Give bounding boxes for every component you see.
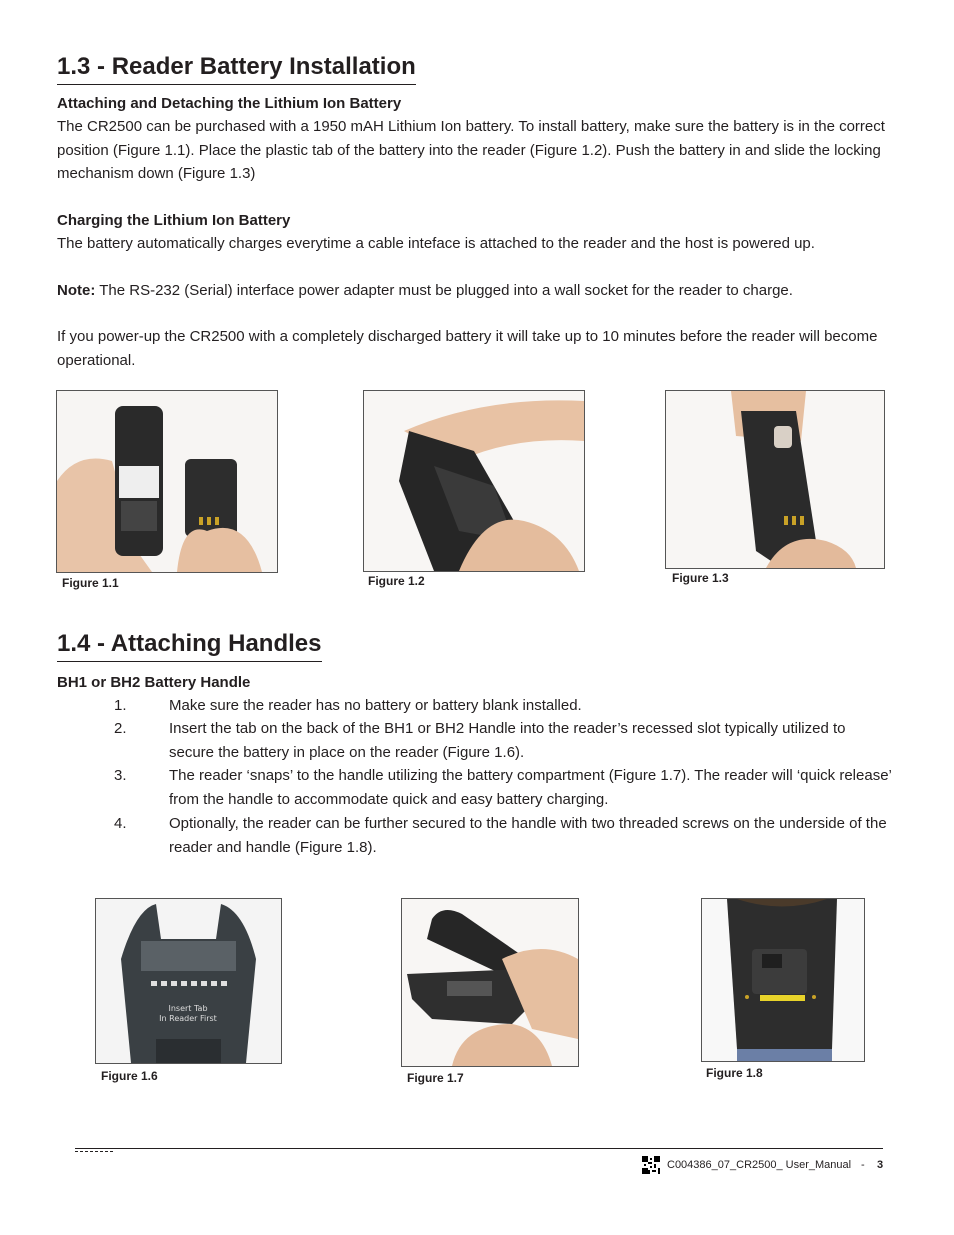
battery-insertion-illustration xyxy=(364,391,584,571)
figure-1-8-caption: Figure 1.8 xyxy=(706,1066,763,1080)
figure-1-6-label-line1: Insert Tab xyxy=(168,1004,208,1013)
section-1-3-title: 1.3 - Reader Battery Installation xyxy=(57,53,416,85)
step-1-number: 1. xyxy=(114,697,127,714)
qr-code-pattern xyxy=(642,1156,660,1174)
page-number: 3 xyxy=(877,1159,884,1171)
power-up-paragraph: If you power-up the CR2500 with a completely discharged battery it will take up to 10 minutes before the reader will become operational. xyxy=(57,328,878,369)
footer-rule xyxy=(75,1148,883,1149)
footer-separator: - xyxy=(861,1159,865,1171)
footer-document-id: C004386_07_CR2500_ User_Manual xyxy=(667,1159,852,1171)
handle-underside-screws-illustration xyxy=(702,899,864,1061)
figure-1-7-image xyxy=(401,898,579,1067)
figure-1-1-image xyxy=(56,390,278,573)
attach-battery-paragraph: The CR2500 can be purchased with a 1950 mAH Lithium Ion battery. To install battery, make sure the battery is in the correct position (Figure 1.1). Place the plastic tab of the battery into the reader (Figure 1.2). Push the battery in and slide the locking mechanism down (Figure 1.3) xyxy=(57,118,885,182)
figure-1-3-image xyxy=(665,390,885,569)
figure-1-2-image xyxy=(363,390,585,572)
footer-dashes xyxy=(75,1151,113,1152)
charge-battery-heading: Charging the Lithium Ion Battery xyxy=(57,212,291,229)
step-3-text: The reader ‘snaps’ to the handle utilizing the battery compartment (Figure 1.7). The reader will ‘quick release’ from the handle to accommodate quick and easy battery charging. xyxy=(169,767,892,808)
step-2-text: Insert the tab on the back of the BH1 or BH2 Handle into the reader’s recessed slot typically utilized to secure the battery in place on the reader (Figure 1.6). xyxy=(169,720,846,761)
figure-1-8-image xyxy=(701,898,865,1062)
figure-1-3-caption: Figure 1.3 xyxy=(672,571,729,585)
note-text: The RS-232 (Serial) interface power adapter must be plugged into a wall socket for the reader to charge. xyxy=(95,282,793,299)
step-4-number: 4. xyxy=(114,815,127,832)
figure-1-1-caption: Figure 1.1 xyxy=(62,576,119,590)
attach-battery-heading: Attaching and Detaching the Lithium Ion Battery xyxy=(57,95,402,112)
figure-1-2-caption: Figure 1.2 xyxy=(368,574,425,588)
figure-1-6-image xyxy=(95,898,282,1064)
reader-snap-handle-illustration xyxy=(402,899,578,1066)
step-3-number: 3. xyxy=(114,767,127,784)
qr-code-icon xyxy=(642,1156,660,1174)
figure-1-7-caption: Figure 1.7 xyxy=(407,1071,464,1085)
locking-mechanism-illustration xyxy=(666,391,884,568)
charge-battery-paragraph: The battery automatically charges everytime a cable inteface is attached to the reader and the host is powered up. xyxy=(57,235,815,252)
figure-1-6-caption: Figure 1.6 xyxy=(101,1069,158,1083)
section-1-4-title: 1.4 - Attaching Handles xyxy=(57,630,322,662)
reader-and-battery-illustration xyxy=(57,391,277,572)
figure-1-6-label-line2: In Reader First xyxy=(159,1014,217,1023)
note-paragraph xyxy=(57,279,897,303)
handle-insert-tab-illustration xyxy=(96,899,281,1063)
note-label: Note: xyxy=(57,282,96,299)
battery-handle-heading: BH1 or BH2 Battery Handle xyxy=(57,674,251,691)
step-4-text: Optionally, the reader can be further secured to the handle with two threaded screws on the underside of the reader and handle (Figure 1.8). xyxy=(169,815,887,856)
step-1-text: Make sure the reader has no battery or battery blank installed. xyxy=(169,697,582,714)
step-2-number: 2. xyxy=(114,720,127,737)
